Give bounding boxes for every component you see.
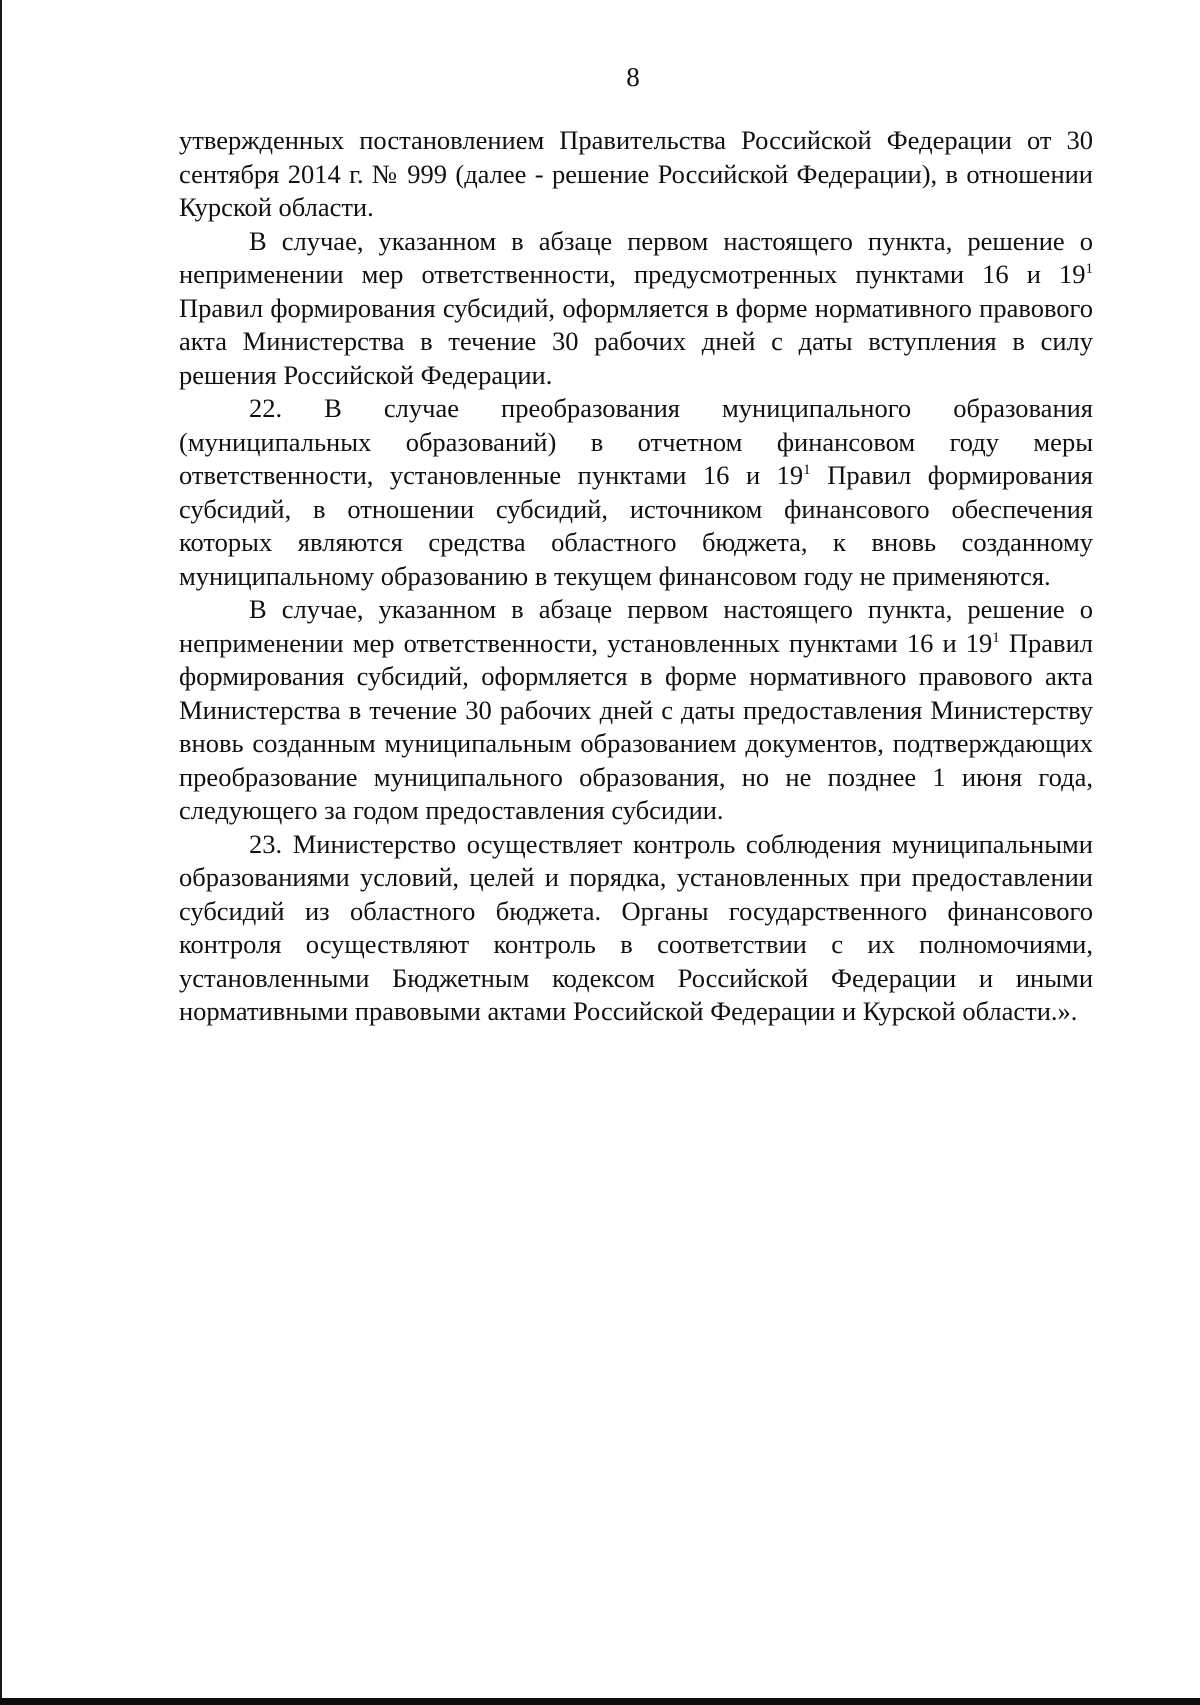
paragraph-text: 22. В случае преобразования муниципального образования (муниципальных образований) в отчетном финансовом году меры ответственности, установленные пунктами 16 и 19 (179, 393, 1093, 490)
paragraph (179, 225, 1093, 393)
superscript: 1 (992, 629, 1000, 646)
paragraph-item-22 (179, 392, 1093, 593)
paragraph-text: Правил формирования субсидий, в отношении субсидий, источником финансового обеспечения которых являются средства областного бюджета, к вновь созданному муниципальному образованию в текущем финансовом году не применяются. (179, 460, 1093, 591)
paragraph-item-23 (179, 828, 1093, 1029)
paragraph-text: В случае, указанном в абзаце первом настоящего пункта, решение о неприменении мер ответственности, предусмотренных пунктами 16 и 19 (179, 225, 1093, 289)
scan-bottom-edge (0, 1698, 1200, 1705)
superscript: 1 (803, 462, 811, 478)
paragraph-text: В случае, указанном в абзаце первом настоящего пункта, решение о неприменении мер ответственности, установленных пунктами 16 и 19 (179, 594, 1093, 658)
paragraph-text: утвержденных постановлением Правительства Российской Федерации от 30 сентября 2014 г. № 999 (далее - решение Российской Федерации), в отношении Курской области. (179, 125, 1093, 222)
scan-left-edge (0, 0, 2, 1705)
paragraph-text: 23. Министерство осуществляет контроль соблюдения муниципальными образованиями условий, целей и порядка, установленных при предоставлении субсидий из областного бюджета. Органы государственного финансового контроля осуществляют контроль в соответствии с их полномочиями, установленными Бюджетным кодексом Российской Федерации и иными нормативными правовыми актами Российской Федерации и Курской области.». (179, 828, 1093, 1026)
paragraph-continuation (179, 124, 1093, 225)
paragraph (179, 593, 1093, 828)
paragraph-text: Правил формирования субсидий, оформляется в форме нормативного правового акта Министерства в течение 30 рабочих дней с даты предоставления Министерству вновь созданным муниципальным образованием документов, подтверждающих преобразование муниципального образования, но не позднее 1 июня года, следующего за годом предоставления субсидии. (179, 627, 1093, 825)
superscript: 1 (1085, 261, 1093, 277)
paragraph-text: Правил формирования субсидий, оформляется в форме нормативного правового акта Министерства в течение 30 рабочих дней с даты вступления в силу решения Российской Федерации. (179, 292, 1093, 390)
page-number: 8 (626, 62, 640, 92)
document-body (179, 124, 1093, 1029)
